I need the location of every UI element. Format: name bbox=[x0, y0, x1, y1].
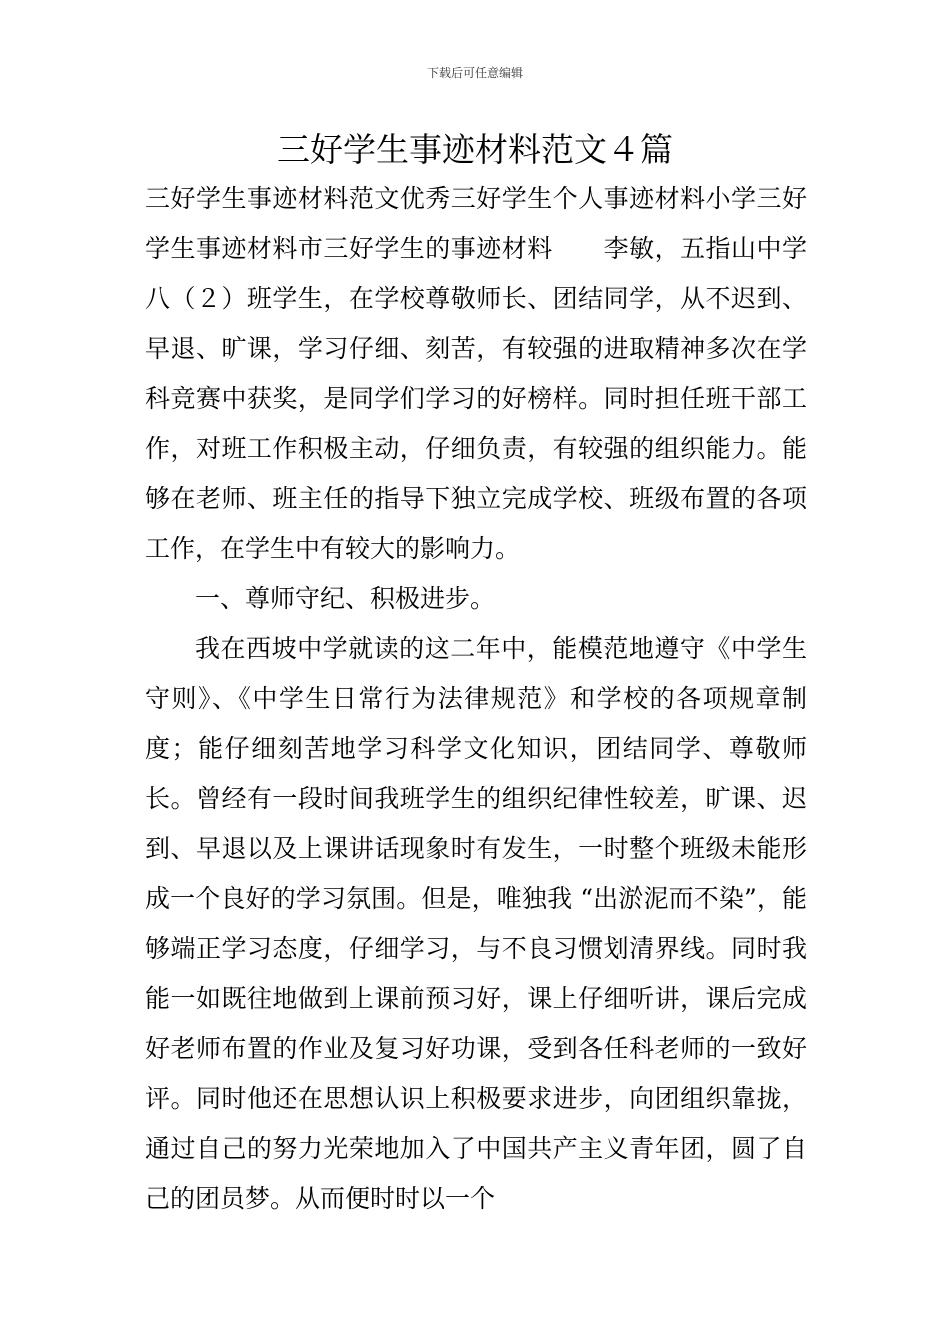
body-paragraph: 我在西坡中学就读的这二年中，能模范地遵守《中学生守则》、《中学生日常行为法律规范》和学校的各项规章制度；能仔细刻苦地学习科学文化知识，团结同学、尊敬师长。曾经有一段时间我班学生的组织纪律性较差，旷课、迟到、早退以及上课讲话现象时有发生，一时整个班级未能形成一个良好的学习氛围。但是，唯独我 “出淤泥而不染”，能够端正学习态度，仔细学习，与不良习惯划清界线。同时我能一如既往地做到上课前预习好，课上仔细听讲，课后完成好老师布置的作业及复习好功课，受到各任科老师的一致好评。同时他还在思想认识上积极要求进步，向团组织靠拢，通过自己的努力光荣地加入了中国共产主义青年团，圆了自己的团员梦。从而便时时以一个 bbox=[145, 634, 807, 1213]
header-note: 下载后可任意编辑 bbox=[426, 66, 523, 80]
document-title: 三好学生事迹材料范文４篇 bbox=[277, 130, 673, 169]
intro-paragraph: 三好学生事迹材料范文优秀三好学生个人事迹材料小学三好学生事迹材料市三好学生的事迹材料 李敏，五指山中学八（２）班学生，在学校尊敬师长、团结同学，从不迟到、早退、旷课，学习仔细、刻苦，有较强的进取精神多次在学科竞赛中获奖，是同学们学习的好榜样。同时担任班干部工作，对班工作积极主动，仔细负责，有较强的组织能力。能够在老师、班主任的指导下独立完成学校、班级布置的各项工作，在学生中有较大的影响力。 bbox=[145, 184, 807, 563]
section-heading: 一、尊师守纪、积极进步。 bbox=[195, 584, 496, 613]
document-body bbox=[145, 174, 807, 1224]
